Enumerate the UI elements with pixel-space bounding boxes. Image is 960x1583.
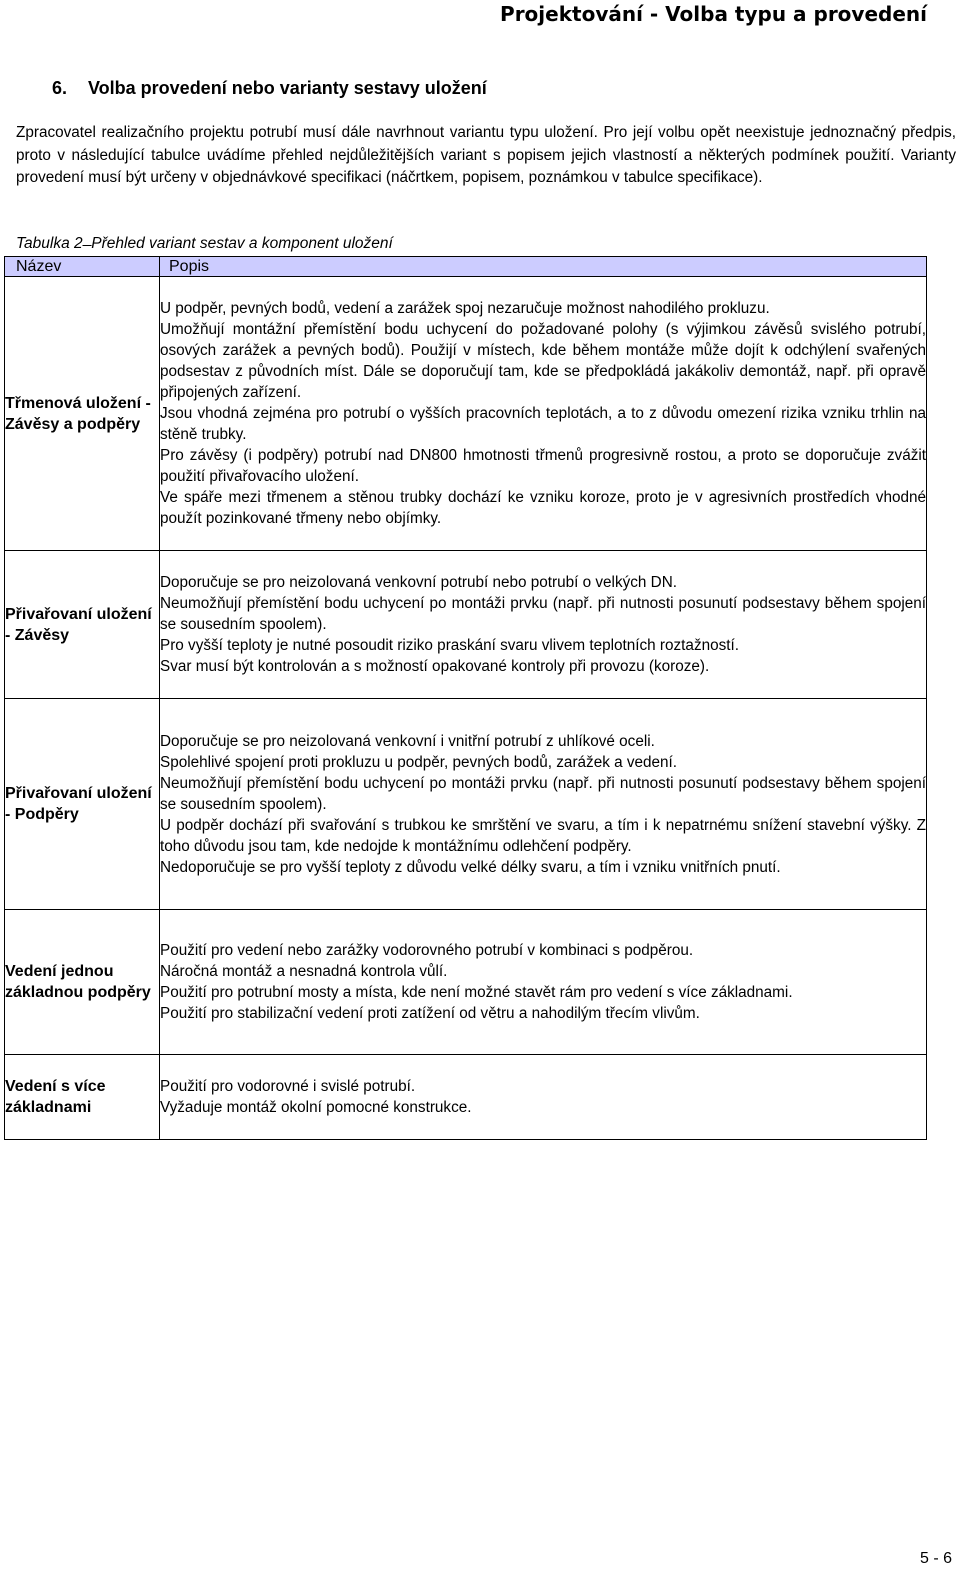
description-line: Doporučuje se pro neizolovaná venkovní potrubí nebo potrubí o velkých DN. — [160, 574, 678, 591]
variant-description — [160, 277, 927, 551]
variant-description — [160, 910, 927, 1055]
variant-name: Vedení jednou základnou podpěry — [5, 910, 160, 1055]
table-row — [5, 277, 927, 551]
variant-description — [160, 551, 927, 699]
description-line: Pro vyšší teploty je nutné posoudit riziko praskání svaru vlivem teplotních roztažností. — [160, 637, 740, 654]
description-line: Náročná montáž a nesnadná kontrola vůlí. — [160, 963, 448, 980]
table-row — [5, 910, 927, 1055]
variant-description — [160, 1055, 927, 1140]
table-row — [5, 699, 927, 910]
variant-name: Třmenová uložení - Závěsy a podpěry — [5, 277, 160, 551]
description-line: Použití pro vodorovné i svislé potrubí. — [160, 1078, 416, 1095]
description-line: Neumožňují přemístění bodu uchycení po montáži prvku (např. při nutnosti posunutí podsestavy během spojení se sousedním spoolem). — [160, 774, 926, 813]
variant-name: Přivařovaní uložení - Závěsy — [5, 551, 160, 699]
variant-name: Vedení s více základnami — [5, 1055, 160, 1140]
section-heading — [52, 75, 487, 101]
table-row — [5, 551, 927, 699]
description-line: Použití pro potrubní mosty a místa, kde není možné stavět rám pro vedení s více základnami. — [160, 984, 793, 1001]
description-line: Ve spáře mezi třmenem a stěnou trubky dochází ke vzniku koroze, proto je v agresivních prostředích vhodné použít pozinkované třmeny nebo objímky. — [160, 489, 926, 527]
description-line: Nedoporučuje se pro vyšší teploty z důvodu velké délky svaru, a tím i vzniku vnitřních pnutí. — [160, 858, 781, 876]
table-row — [5, 1055, 927, 1140]
description-line: U podpěr, pevných bodů, vedení a zarážek spoj nezaručuje možnost nahodilého prokluzu. — [160, 300, 770, 317]
variant-description — [160, 699, 927, 910]
description-line: Vyžaduje montáž okolní pomocné konstrukce. — [160, 1099, 472, 1116]
column-header-description: Popis — [160, 257, 927, 277]
column-header-name: Název — [5, 257, 160, 277]
description-line: Svar musí být kontrolován a s možností opakované kontroly při provozu (koroze). — [160, 658, 710, 675]
description-line: Použití pro stabilizační vedení proti zatížení od větru a nahodilým třecím vlivům. — [160, 1005, 700, 1022]
variant-name: Přivařovaní uložení - Podpěry — [5, 699, 160, 910]
description-line: Umožňují montážní přemístění bodu uchycení do požadované polohy (s výjimkou závěsů svislého potrubí, osových zarážek a pevných bodů). Použijí v místech, kde během montáže může dojít k odchýlení svařených podsestav z původních míst. Dále se doporučují tam, kde se předpokládá jakákoliv demontáž, např. při opravě připojených zařízení. — [160, 321, 926, 401]
variants-table — [4, 256, 927, 1140]
section-number: 6. — [52, 78, 68, 98]
table-header-row — [5, 257, 927, 277]
description-line: Pro závěsy (i podpěry) potrubí nad DN800 hmotnosti třmenů progresivně rostou, a proto se doporučuje zvážit použití přivařovacího uložení. — [160, 447, 926, 485]
intro-paragraph: Zpracovatel realizačního projektu potrubí musí dále navrhnout variantu typu uložení. Pro její volbu opět neexistuje jednoznačný předpis, proto v následující tabulce uvádíme přehled nejdůležitějších variant s popisem jejich vlastností a některých podmínek použití. Varianty provedení musí být určeny v objednávkové specifikaci (náčrtkem, popisem, poznámkou v tabulce specifikace). — [16, 124, 956, 186]
description-line: U podpěr dochází při svařování s trubkou ke smrštění ve svaru, a tím i k nepatrnému snížení stavební výšky. Z toho důvodu jsou tam, kde nedojde k montážnímu odlehčení podpěry. — [160, 816, 926, 855]
running-header-title: Projektování - Volba typu a provedení — [500, 2, 927, 26]
description-line: Jsou vhodná zejména pro potrubí o vyšších pracovních teplotách, a to z důvodu omezení rizika vzniku trhlin na stěně trubky. — [160, 405, 926, 443]
section-title: Volba provedení nebo varianty sestavy uložení — [88, 78, 487, 98]
description-line: Použití pro vedení nebo zarážky vodorovného potrubí v kombinaci s podpěrou. — [160, 942, 694, 959]
table-caption: Tabulka 2 ̶ Přehled variant sestav a komponent uložení — [16, 235, 393, 252]
description-line: Doporučuje se pro neizolovaná venkovní i vnitřní potrubí z uhlíkové oceli. — [160, 732, 655, 750]
description-line: Spolehlivé spojení proti prokluzu u podpěr, pevných bodů, zarážek a vedení. — [160, 753, 678, 771]
page-number: 5 - 6 — [919, 1550, 952, 1567]
description-line: Neumožňují přemístění bodu uchycení po montáži prvku (např. při nutnosti posunutí podsestavy během spojení se sousedním spoolem). — [160, 595, 926, 633]
